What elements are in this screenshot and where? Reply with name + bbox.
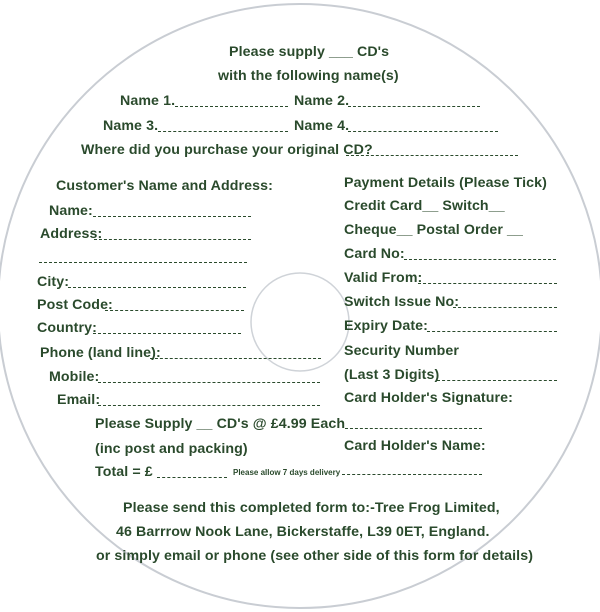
email-label: Email: [57,392,101,408]
city-label: City: [37,274,70,290]
total-label: Total = £ [95,464,153,480]
payment-heading: Payment Details (Please Tick) [344,175,547,191]
last3-label: (Last 3 Digits) [344,367,440,383]
switch-issue-field[interactable] [453,307,557,308]
address-field-2[interactable] [39,262,247,263]
delivery-note: Please allow 7 days delivery [233,468,341,477]
name3-label: Name 3. [103,118,159,134]
name-field[interactable] [93,216,251,217]
post-code-label: Post Code: [37,297,113,313]
valid-from-label: Valid From: [344,270,423,286]
expiry-label: Expiry Date: [344,318,428,334]
name-label: Name: [49,203,93,219]
phone-field[interactable] [150,358,321,359]
mobile-field[interactable] [98,382,320,383]
email-field[interactable] [98,405,320,406]
security-label: Security Number [344,343,460,359]
footer-line-3: or simply email or phone (see other side of this form for details) [96,548,534,564]
credit-switch-line: Credit Card__ Switch__ [344,198,505,214]
supply-line: Please supply ___ CD's [229,44,390,60]
signature-label: Card Holder's Signature: [344,390,513,406]
mobile-label: Mobile: [49,369,100,385]
name1-label: Name 1. [120,93,176,109]
card-no-label: Card No: [344,246,405,262]
address-label: Address: [40,226,103,242]
holder-name-field[interactable] [342,474,482,475]
purchase-field[interactable] [346,155,518,156]
inc-post-line: (inc post and packing) [95,441,248,457]
phone-label: Phone (land line): [40,345,161,361]
name2-field[interactable] [348,106,480,107]
card-no-field[interactable] [404,259,556,260]
city-field[interactable] [68,287,246,288]
name4-field[interactable] [348,131,498,132]
name3-field[interactable] [158,131,288,132]
cheque-postal-line: Cheque__ Postal Order __ [344,222,524,238]
country-field[interactable] [93,333,241,334]
supply-price-line: Please Supply __ CD's @ £4.99 Each [95,416,346,432]
name4-label: Name 4. [294,118,350,134]
address-field-1[interactable] [94,239,251,240]
signature-field[interactable] [345,428,482,429]
total-field[interactable] [157,477,227,478]
name2-label: Name 2. [294,93,350,109]
holder-name-label: Card Holder's Name: [344,438,486,454]
post-code-field[interactable] [105,310,244,311]
disc-hole [251,273,349,371]
purchase-question: Where did you purchase your original CD? [81,142,373,158]
name1-field[interactable] [175,106,288,107]
switch-issue-label: Switch Issue No: [344,294,460,310]
valid-from-field[interactable] [418,283,557,284]
customer-heading: Customer's Name and Address: [56,178,273,194]
expiry-field[interactable] [427,331,557,332]
footer-line-1: Please send this completed form to:-Tree Frog Limited, [123,500,500,516]
footer-line-2: 46 Barrrow Nook Lane, Bickerstaffe, L39 0ET, England. [116,524,490,540]
security-field[interactable] [437,380,557,381]
names-line: with the following name(s) [218,68,399,84]
country-label: Country: [37,320,97,336]
